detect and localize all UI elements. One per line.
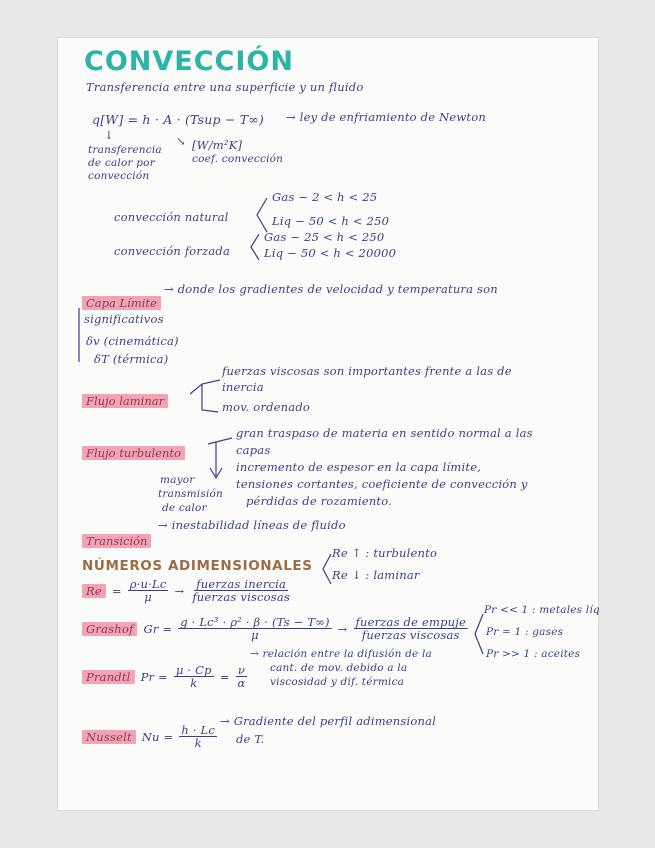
- reynolds-arrow: →: [174, 583, 185, 598]
- natural-bracket-icon: [254, 196, 268, 234]
- reynolds-ratio-denominator: fuerzas viscosas: [192, 590, 291, 605]
- grashof-ratio-denominator: fuerzas viscosas: [361, 628, 460, 643]
- delta-t-item: δT (térmica): [94, 352, 169, 366]
- transicion-label: Transición: [82, 530, 151, 549]
- prandtl-text-3: viscosidad y dif. térmica: [270, 676, 405, 688]
- prandtl-equals: =: [219, 669, 230, 684]
- turbulento-line-5: pérdidas de rozamiento.: [246, 494, 393, 508]
- reynolds-ratio: [190, 578, 292, 603]
- prandtl-case-1: Pr << 1 : metales líq: [484, 604, 600, 616]
- reynolds-equals: =: [111, 583, 122, 598]
- page-title: CONVECCIÓN: [84, 46, 294, 77]
- prandtl-case-3: Pr >> 1 : aceites: [486, 648, 581, 660]
- grashof-denominator: μ: [251, 628, 259, 643]
- reynolds-down: Re ↓ : laminar: [332, 568, 420, 582]
- turbulento-line-1: gran traspaso de materia en sentido normal a las: [236, 426, 533, 440]
- capa-limite-text-1: → donde los gradientes de velocidad y temperatura son: [164, 282, 498, 296]
- nusselt-text-1: → Gradiente del perfil adimensional: [220, 714, 437, 728]
- prandtl-prefix: Pr =: [140, 669, 168, 684]
- forced-liq-range: Liq − 50 < h < 20000: [264, 246, 397, 260]
- grashof-prefix: Gr =: [143, 621, 173, 636]
- nusselt-denominator: k: [194, 736, 202, 751]
- flujo-laminar-label: Flujo laminar: [82, 390, 168, 409]
- q-note-line-3: convección: [88, 170, 150, 182]
- forced-gas-range: Gas − 25 < h < 250: [264, 230, 385, 244]
- nusselt-text-2: de T.: [236, 732, 265, 746]
- h-arrow-icon: ↘: [176, 134, 186, 148]
- prandtl-label: Prandtl: [82, 670, 135, 684]
- grashof-numerator: g · Lc³ · ρ² · β · (Ts − T∞): [180, 615, 330, 629]
- reynolds-bracket-icon: [320, 552, 332, 586]
- prandtl-text-1: → relación entre la difusión de la: [250, 648, 432, 660]
- prandtl-numerator-2: ν: [237, 663, 246, 677]
- reynolds-ratio-numerator: fuerzas inercia: [196, 577, 287, 591]
- intro-text: Transferencia entre una superficie y un fluido: [86, 80, 364, 94]
- laminar-line-1: fuerzas viscosas son importantes frente a las de: [222, 364, 512, 378]
- prandtl-numerator-1: μ · Cp: [175, 663, 212, 677]
- natural-liq-range: Liq − 50 < h < 250: [272, 214, 390, 228]
- reynolds-numerator: ρ·u·Lc: [129, 577, 167, 591]
- prandtl-case-2: Pr = 1 : gases: [486, 626, 564, 638]
- grashof-label: Grashof: [82, 622, 137, 636]
- natural-convection-label: convección natural: [114, 210, 229, 224]
- turbulento-line-2: capas: [236, 443, 271, 457]
- forced-bracket-icon: [248, 232, 260, 262]
- adimensionales-heading: NÚMEROS ADIMENSIONALES: [82, 558, 313, 574]
- delta-v-item: δv (cinemática): [86, 334, 179, 348]
- laminar-branch-icon: [188, 376, 222, 416]
- prandtl-bracket-icon: [472, 612, 484, 656]
- reynolds-label: Re: [82, 584, 106, 598]
- grashof-ratio-numerator: fuerzas de empuje: [355, 615, 467, 629]
- nusselt-label: Nusselt: [82, 730, 136, 744]
- prandtl-denominator-1: k: [190, 676, 198, 691]
- grashof-ratio: [354, 616, 469, 641]
- turbulento-side-2: transmisión: [158, 488, 223, 500]
- turbulento-line-4: tensiones cortantes, coeficiente de convección y: [236, 477, 528, 491]
- prandtl-denominator-2: α: [237, 676, 246, 691]
- flujo-turbulento-label: Flujo turbulento: [82, 442, 185, 461]
- forced-convection-label: convección forzada: [114, 244, 231, 258]
- prandtl-row: [82, 664, 248, 689]
- notebook-page: [58, 38, 598, 810]
- nusselt-prefix: Nu =: [141, 729, 174, 744]
- q-note-line-1: transferencia: [88, 144, 162, 156]
- reynolds-up: Re ↑ : turbulento: [332, 546, 438, 560]
- nusselt-row: [82, 724, 217, 749]
- turbulento-side-3: de calor: [162, 502, 207, 514]
- reynolds-fraction: [128, 578, 169, 603]
- reynolds-row: [82, 578, 292, 603]
- reynolds-denominator: μ: [144, 590, 152, 605]
- grashof-row: [82, 616, 468, 641]
- h-note: coef. convección: [192, 153, 284, 165]
- grashof-arrow: →: [337, 621, 348, 636]
- newton-formula: q[W] = h · A · (Tsup − T∞): [92, 112, 264, 127]
- newton-law-note: → ley de enfriamiento de Newton: [286, 110, 486, 124]
- prandtl-fraction-1: [174, 664, 214, 689]
- capa-limite-label: Capa Límite: [82, 292, 161, 311]
- q-note-line-2: de calor por: [88, 157, 155, 169]
- turbulento-line-3: incremento de espesor en la capa límite,: [236, 460, 482, 474]
- down-arrow-icon: ↓: [104, 128, 114, 142]
- nusselt-numerator: h · Lc: [181, 723, 215, 737]
- grashof-fraction: [178, 616, 331, 641]
- prandtl-fraction-2: [236, 664, 248, 689]
- turbulento-side-1: mayor: [160, 474, 195, 486]
- capa-limite-text-2: significativos: [84, 312, 164, 326]
- laminar-line-3: mov. ordenado: [222, 400, 311, 414]
- h-units: [W/m²K]: [192, 138, 243, 152]
- prandtl-text-2: cant. de mov. debido a la: [270, 662, 408, 674]
- laminar-line-2: inercia: [222, 380, 264, 394]
- capa-limite-bracket-icon: [76, 308, 82, 364]
- natural-gas-range: Gas − 2 < h < 25: [272, 190, 378, 204]
- turbulento-branch-icon: [206, 432, 234, 480]
- nusselt-fraction: [179, 724, 217, 749]
- transicion-text: → inestabilidad líneas de fluido: [158, 518, 346, 532]
